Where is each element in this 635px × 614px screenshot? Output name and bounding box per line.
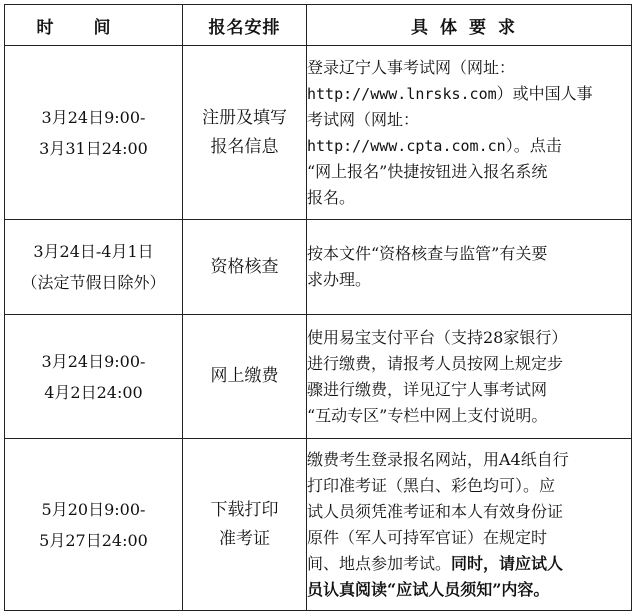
time-end: 4月2日24:00 [44, 382, 143, 402]
requirements-cell [307, 46, 632, 220]
arrangement-cell [183, 46, 307, 220]
time-cell [5, 220, 183, 315]
arrangement-line: 下载打印 [210, 499, 279, 520]
url-cpta-link[interactable]: http://www.cpta.com.cn [307, 136, 506, 155]
requirement-text: 考试网（网址： [307, 109, 420, 129]
table-row [5, 220, 632, 315]
header-time: 时间 [5, 5, 183, 46]
time-range: 3月24日-4月1日 [33, 242, 154, 261]
time-note: （法定节假日除外） [21, 273, 166, 292]
table-row [5, 315, 632, 439]
header-requirements: 具体要求 [307, 5, 632, 46]
requirement-text: 进行缴费，请报考人员按网上规定步 [307, 353, 564, 373]
requirements-cell [307, 439, 632, 611]
time-cell [5, 315, 183, 439]
time-cell [5, 46, 183, 220]
arrangement-line: 资格核查 [210, 256, 279, 277]
table-row [5, 46, 632, 220]
requirement-text: 试人员须凭准考证和本人有效身份证 [307, 501, 564, 521]
arrangement-line: 准考证 [219, 528, 270, 549]
requirement-text: 按本文件“资格核查与监管”有关要 [307, 244, 548, 263]
requirement-text: 打印准考证（黑白、彩色均可）。应 [307, 475, 556, 495]
schedule-table [4, 4, 632, 611]
requirements-cell [307, 315, 632, 439]
requirement-text: 骤进行缴费，详见辽宁人事考试网 [307, 379, 548, 399]
requirement-emphasis: 员认真阅读“应试人员须知”内容。 [307, 579, 550, 599]
requirement-text: 求办理。 [307, 270, 372, 289]
requirement-text: 使用易宝支付平台（支持28家银行） [307, 327, 568, 347]
requirement-text: 原件（军人可持军官证）在规定时 [307, 527, 548, 547]
header-row [5, 5, 632, 46]
arrangement-line: 注册及填写 [202, 107, 287, 128]
table-row [5, 439, 632, 611]
arrangement-cell [183, 315, 307, 439]
requirement-text: “互动专区”专栏中网上支付说明。 [307, 405, 548, 425]
time-start: 3月24日9:00- [41, 351, 146, 371]
time-end: 3月31日24:00 [39, 138, 148, 158]
arrangement-line: 报名信息 [210, 136, 279, 157]
requirement-text: 登录辽宁人事考试网（网址： [307, 57, 516, 77]
header-arrangement: 报名安排 [183, 5, 307, 46]
requirement-text: 缴费考生登录报名网站，用A4纸自行 [307, 449, 569, 469]
requirement-text: 间、地点参加考试。 [307, 553, 452, 573]
arrangement-line: 网上缴费 [210, 366, 279, 386]
time-start: 3月24日9:00- [41, 107, 146, 127]
requirement-text: ）或中国人事 [496, 83, 593, 103]
requirement-emphasis: 同时，请应试人 [451, 553, 564, 573]
arrangement-cell [183, 220, 307, 315]
time-end: 5月27日24:00 [39, 530, 148, 550]
time-cell [5, 439, 183, 611]
time-start: 5月20日9:00- [41, 499, 146, 519]
requirements-cell [307, 220, 632, 315]
requirement-text: “网上报名”快捷按钮进入报名系统 [307, 161, 548, 181]
requirement-text: ）。点击 [505, 135, 562, 155]
requirement-text: 报名。 [307, 187, 356, 207]
arrangement-cell [183, 439, 307, 611]
url-lnrsks-link[interactable]: http://www.lnrsks.com [307, 84, 497, 103]
